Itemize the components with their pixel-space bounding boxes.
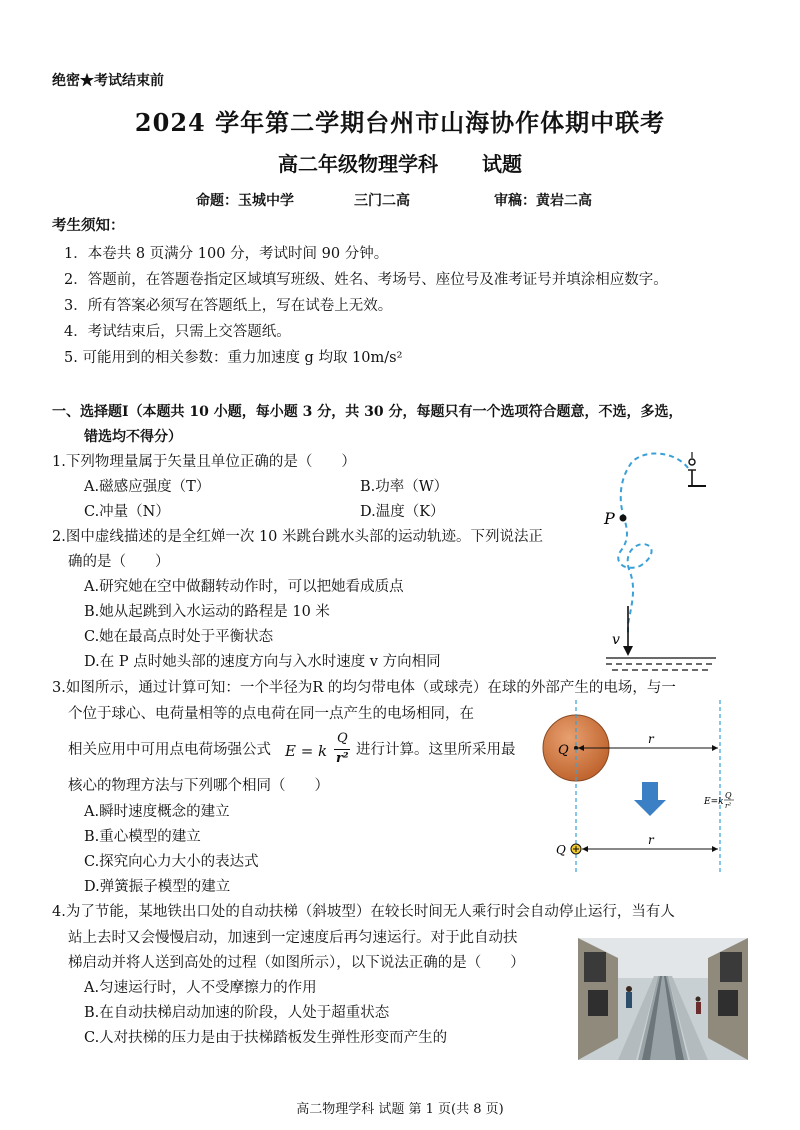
point-p-marker <box>620 515 627 522</box>
svg-text:E=k: E=k <box>704 797 724 807</box>
point-charge-q-label: Q <box>556 843 566 857</box>
q2-option-c: C.她在最高点时处于平衡状态 <box>84 629 274 645</box>
formula-lhs: E = k <box>285 742 328 760</box>
q1-option-a: A.磁感应强度（T） <box>84 479 211 495</box>
notice-item: 5. 可能用到的相关参数：重力加速度 g 均取 10m/s² <box>64 350 403 366</box>
svg-text:Q: Q <box>725 791 732 800</box>
q3-option-a: A.瞬时速度概念的建立 <box>84 804 230 820</box>
down-arrow-icon <box>634 782 666 816</box>
q2-option-b: B.她从起跳到入水运动的路程是 10 米 <box>84 604 330 620</box>
q2-option-a: A.研究她在空中做翻转动作时，可以把她看成质点 <box>84 579 404 595</box>
point-p-label: P <box>604 509 615 528</box>
section-heading-cont: 错选均不得分） <box>84 429 182 445</box>
formula-denominator: r² <box>336 751 349 766</box>
question-3-stem: 3.如图所示，通过计算可知：一个半径为R 的均匀带电体（或球壳）在球的外部产生的电场，与一 <box>52 680 676 696</box>
q3-option-c: C.探究向心力大小的表达式 <box>84 854 259 870</box>
velocity-label: v <box>612 632 620 648</box>
escalator-photo <box>578 938 748 1060</box>
author-school-second: 三门二高 <box>354 193 410 209</box>
author-school: 命题：玉城中学 <box>196 193 294 209</box>
notice-item: 4．考试结束后，只需上交答题纸。 <box>64 324 291 340</box>
sphere-q-label: Q <box>558 743 569 758</box>
q1-option-d: D.温度（K） <box>360 504 445 520</box>
q4-option-b: B.在自动扶梯启动加速的阶段，人处于超重状态 <box>84 1005 390 1021</box>
q1-option-b: B.功率（W） <box>360 479 449 495</box>
page-title: 2024 学年第二学期台州市山海协作体期中联考 <box>134 108 666 137</box>
notice-heading: 考生须知： <box>52 217 125 234</box>
reviewer-school: 审稿：黄岩二高 <box>494 193 592 209</box>
charged-sphere-figure <box>538 700 760 872</box>
q1-option-c: C.冲量（N） <box>84 504 170 520</box>
q3-option-b: B.重心模型的建立 <box>84 829 201 845</box>
velocity-arrow-icon <box>623 646 633 656</box>
subtitle-subject: 高二年级物理学科 <box>278 152 439 176</box>
q4-option-c: C.人对扶梯的压力是由于扶梯踏板发生弹性形变而产生的 <box>84 1030 448 1046</box>
question-4-stem: 4.为了节能，某地铁出口处的自动扶梯（斜坡型）在较长时间无人乘行时会自动停止运行，当有人 <box>52 904 675 920</box>
question-1-stem: 1.下列物理量属于矢量且单位正确的是（ ） <box>52 454 356 470</box>
notice-item: 1．本卷共 8 页满分 100 分，考试时间 90 分钟。 <box>64 246 389 262</box>
page-footer: 高二物理学科 试题 第 1 页(共 8 页) <box>296 1102 504 1117</box>
q4-option-a: A.匀速运行时，人不受摩擦力的作用 <box>84 980 317 996</box>
q3-option-d: D.弹簧振子模型的建立 <box>84 879 231 895</box>
subtitle-suffix: 试题 <box>481 152 522 176</box>
question-2-stem: 2.图中虚线描述的是全红婵一次 10 米跳台跳水头部的运动轨迹。下列说法正 <box>52 529 544 545</box>
q2-option-d: D.在 P 点时她头部的速度方向与入水时速度 v 方向相同 <box>84 654 441 670</box>
question-4-stem-end: 梯启动并将人送到高处的过程（如图所示），以下说法正确的是（ ） <box>68 955 525 971</box>
question-3-stem-formula-post: 进行计算。这里所采用最 <box>356 742 516 758</box>
section-heading: 一、选择题Ⅰ（本题共 10 小题，每小题 3 分，共 30 分，每题只有一个选项符合题意，不选，多选， <box>52 404 683 420</box>
notice-item: 3．所有答案必须写在答题纸上，写在试卷上无效。 <box>64 298 393 314</box>
distance-r-label-top: r <box>648 732 654 746</box>
formula-numerator: Q <box>337 731 348 746</box>
diver-icon <box>688 452 706 486</box>
question-3-stem-cont: 个位于球心、电荷量相等的点电荷在同一点产生的电场相同，在 <box>68 706 474 722</box>
distance-r-label-bottom: r <box>648 833 654 847</box>
notice-item: 2．答题前，在答题卷指定区域填写班级、姓名、考场号、座位号及准考证号并填涂相应数字。 <box>64 272 668 288</box>
diving-trajectory-figure <box>596 448 736 676</box>
page-subtitle <box>0 148 800 177</box>
question-2-stem-cont: 确的是（ ） <box>68 554 170 570</box>
question-4-stem-cont: 站上去时又会慢慢启动，加速到一定速度后再匀速运行。对于此自动扶 <box>68 930 518 946</box>
confidential-label: 绝密★考试结束前 <box>52 73 164 89</box>
water-surface-icon <box>606 658 716 670</box>
question-3-stem-end: 核心的物理方法与下列哪个相同（ ） <box>68 778 329 794</box>
svg-text:r²: r² <box>725 802 732 810</box>
question-3-stem-formula-pre: 相关应用中可用点电荷场强公式 <box>68 742 271 758</box>
